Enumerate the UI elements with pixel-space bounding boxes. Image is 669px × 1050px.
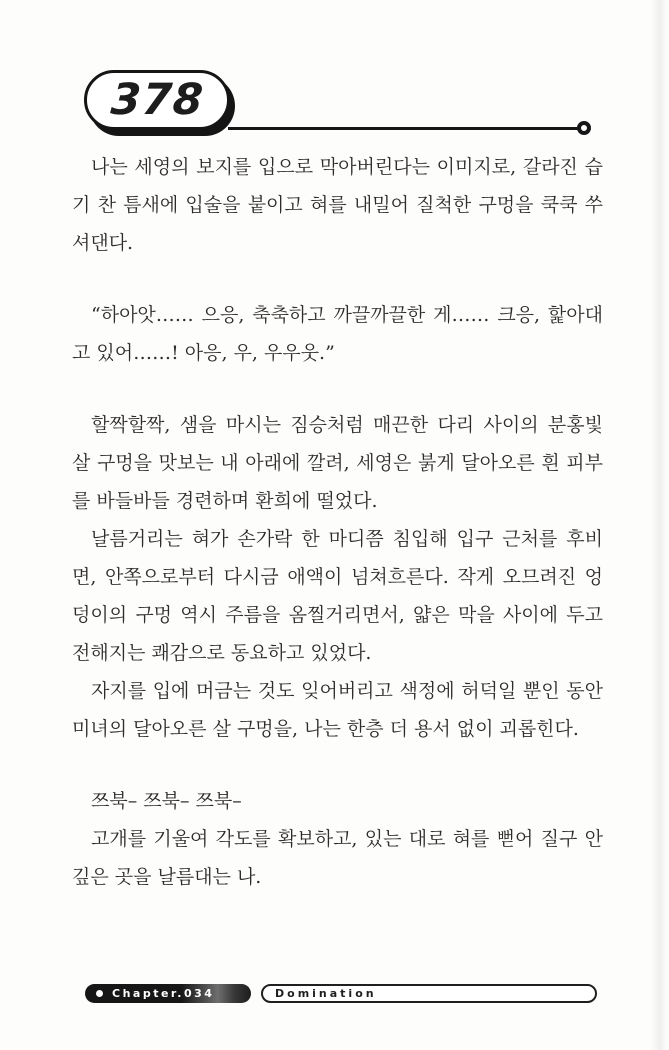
paragraph-sound-effect: 쯔북– 쯔북– 쯔북– (91, 790, 242, 812)
series-title-label: Domination (275, 987, 377, 1000)
page-number: 378 (108, 75, 206, 125)
paragraph-narration-3: 날름거리는 혀가 손가락 한 마디쯤 침입해 입구 근처를 후비면, 안쪽으로부터 다시금 애액이 넘쳐흐른다. 작게 오므려진 엉덩이의 구멍 역시 주름을 옴찔거리면서, 얇은 막을 사이에 두고 전해지는 쾌감으로 동요하고 있었다. (72, 528, 603, 664)
page-number-badge (84, 70, 230, 130)
page-edge-shading (651, 0, 667, 1050)
body-text (72, 148, 603, 896)
paragraph-narration-4: 자지를 입에 머금는 것도 잊어버리고 색정에 허덕일 뿐인 동안 미녀의 달아오른 살 구멍을, 나는 한층 더 용서 없이 괴롭힌다. (72, 680, 603, 740)
chapter-label: Chapter.034 (112, 987, 215, 1000)
paragraph-narration-1: 나는 세영의 보지를 입으로 막아버린다는 이미지로, 갈라진 습기 찬 틈새에 입술을 붙이고 혀를 내밀어 질척한 구멍을 쿡쿡 쑤셔댄다. (72, 156, 603, 254)
bullet-icon (96, 990, 103, 997)
paragraph-narration-5: 고개를 기울여 각도를 확보하고, 있는 대로 혀를 뻗어 질구 안 깊은 곳을 날름대는 나. (72, 828, 603, 888)
header-rule-line (228, 127, 580, 130)
paragraph-narration-2: 할짝할짝, 샘을 마시는 짐승처럼 매끈한 다리 사이의 분홍빛 살 구멍을 맛보는 내 아래에 깔려, 세영은 붉게 달아오른 흰 피부를 바들바들 경련하며 환희에 떨었다. (72, 414, 603, 512)
series-pill (261, 984, 597, 1003)
chapter-pill (85, 984, 251, 1003)
paragraph-dialogue: “하아앗…… 으응, 축축하고 까끌까끌한 게…… 크응, 핥아대고 있어……! 아응, 우, 우우웃.” (72, 304, 603, 364)
